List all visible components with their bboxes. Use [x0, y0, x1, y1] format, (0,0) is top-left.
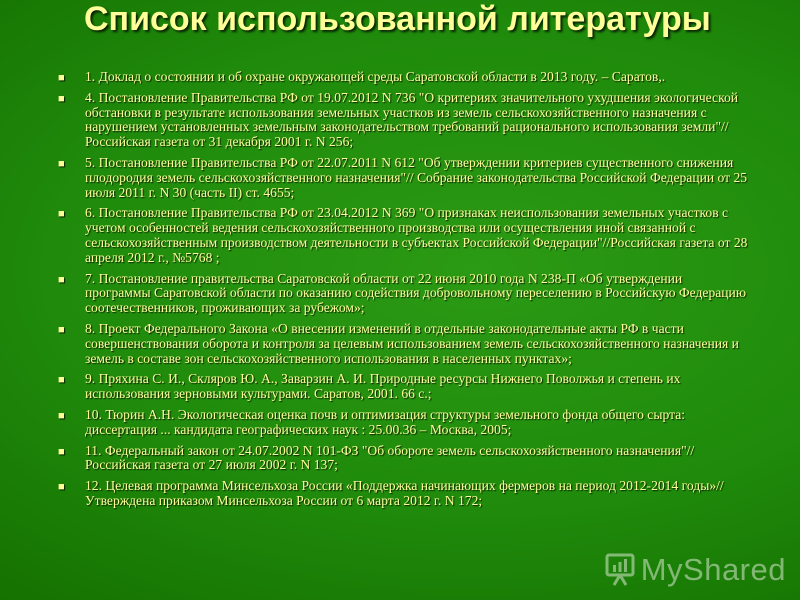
bullet-icon: ■ [58, 445, 65, 458]
list-item [58, 206, 748, 265]
list-item [58, 372, 748, 402]
bullet-icon: ■ [58, 157, 65, 170]
list-item-text: 6. Постановление Правительства РФ от 23.04.2012 N 369 "О признаках неиспользования земельных участков с учетом особенностей ведения сельскохозяйственного производства или осуществления иной связанной с сельскохозяйственным производством деятельности в субъектах Российской Федерации"//Российская газета от 28 апреля 2012 г., №5768 ; [85, 205, 748, 265]
list-item-text: 4. Постановление Правительства РФ от 19.07.2012 N 736 "О критериях значительного ухудшения экологической обстановки в результате использования земельных участков из земель сельскохозяйственного назначения с нарушением установленных земельным законодательством требований рационального использования земли"// Российская газета от 31 декабря 2001 г. N 256; [85, 89, 739, 150]
list-item [58, 322, 748, 366]
presentation-board-icon [605, 553, 635, 587]
bullet-icon: ■ [58, 72, 65, 84]
list-item-text: 10. Тюрин А.Н. Экологическая оценка почв и оптимизация структуры земельного фонда общего сырта: диссертация ... кандидата географических наук : 25.00.36 – Москва, 2005; [85, 406, 686, 437]
bullet-icon: ■ [58, 409, 65, 422]
list-item [58, 91, 748, 150]
list-item [58, 272, 748, 316]
list-item-text: 1. Доклад о состоянии и об охране окружающей среды Саратовской области в 2013 году. – Саратов,. [85, 69, 666, 84]
slide-title: Список использованной литературы [84, 0, 711, 38]
list-item-text: 8. Проект Федерального Закона «О внесении изменений в отдельные законодательные акты РФ в части совершенствования оборота и контроля за целевым использованием земель сельскохозяйственного назначения и земель в составе зон сельскохозяйственного использования в населенных пунктах»; [85, 320, 739, 366]
bullet-icon: ■ [58, 323, 65, 336]
list-item-text: 5. Постановление Правительства РФ от 22.07.2011 N 612 "Об утверждении критериев существенного снижения плодородия земель сельскохозяйственного назначения"// Собрание законодательства Российской Федерации от 25 июля 2011 г. N 30 (часть II) ст. 4655; [85, 154, 748, 200]
bullet-icon: ■ [58, 374, 65, 387]
list-item [58, 408, 748, 438]
list-item-text: 7. Постановление правительства Саратовской области от 22 июня 2010 года N 238-П «Об утверждении программы Саратовской области по оказанию содействия добровольному переселению в Российскую Федерацию соотечественников, проживающих за рубежом»; [85, 270, 746, 316]
list-item [58, 444, 748, 474]
list-item [58, 156, 748, 200]
bullet-icon: ■ [58, 481, 65, 494]
list-item-text: 11. Федеральный закон от 24.07.2002 N 101-ФЗ "Об обороте земель сельскохозяйственного назначения"// Российская газета от 27 июля 2002 г. N 137; [85, 442, 695, 473]
bullet-icon: ■ [58, 92, 65, 105]
bullet-icon: ■ [58, 208, 65, 221]
list-item [58, 479, 748, 509]
watermark-text: MyShared [640, 552, 786, 587]
list-item [58, 70, 748, 85]
bullet-icon: ■ [58, 273, 65, 286]
list-item-text: 9. Пряхина С. И., Скляров Ю. А., Заварзин А. И. Природные ресурсы Нижнего Поволжья и степень их использования зерновыми культурами. Саратов, 2001. 66 с.; [85, 371, 681, 402]
list-item-text: 12. Целевая программа Минсельхоза России «Поддержка начинающих фермеров на период 2012-2014 годы»// Утверждена приказом Минсельхоза России от 6 марта 2012 г. N 172; [85, 478, 724, 508]
references-list [58, 70, 748, 515]
watermark [605, 552, 786, 588]
